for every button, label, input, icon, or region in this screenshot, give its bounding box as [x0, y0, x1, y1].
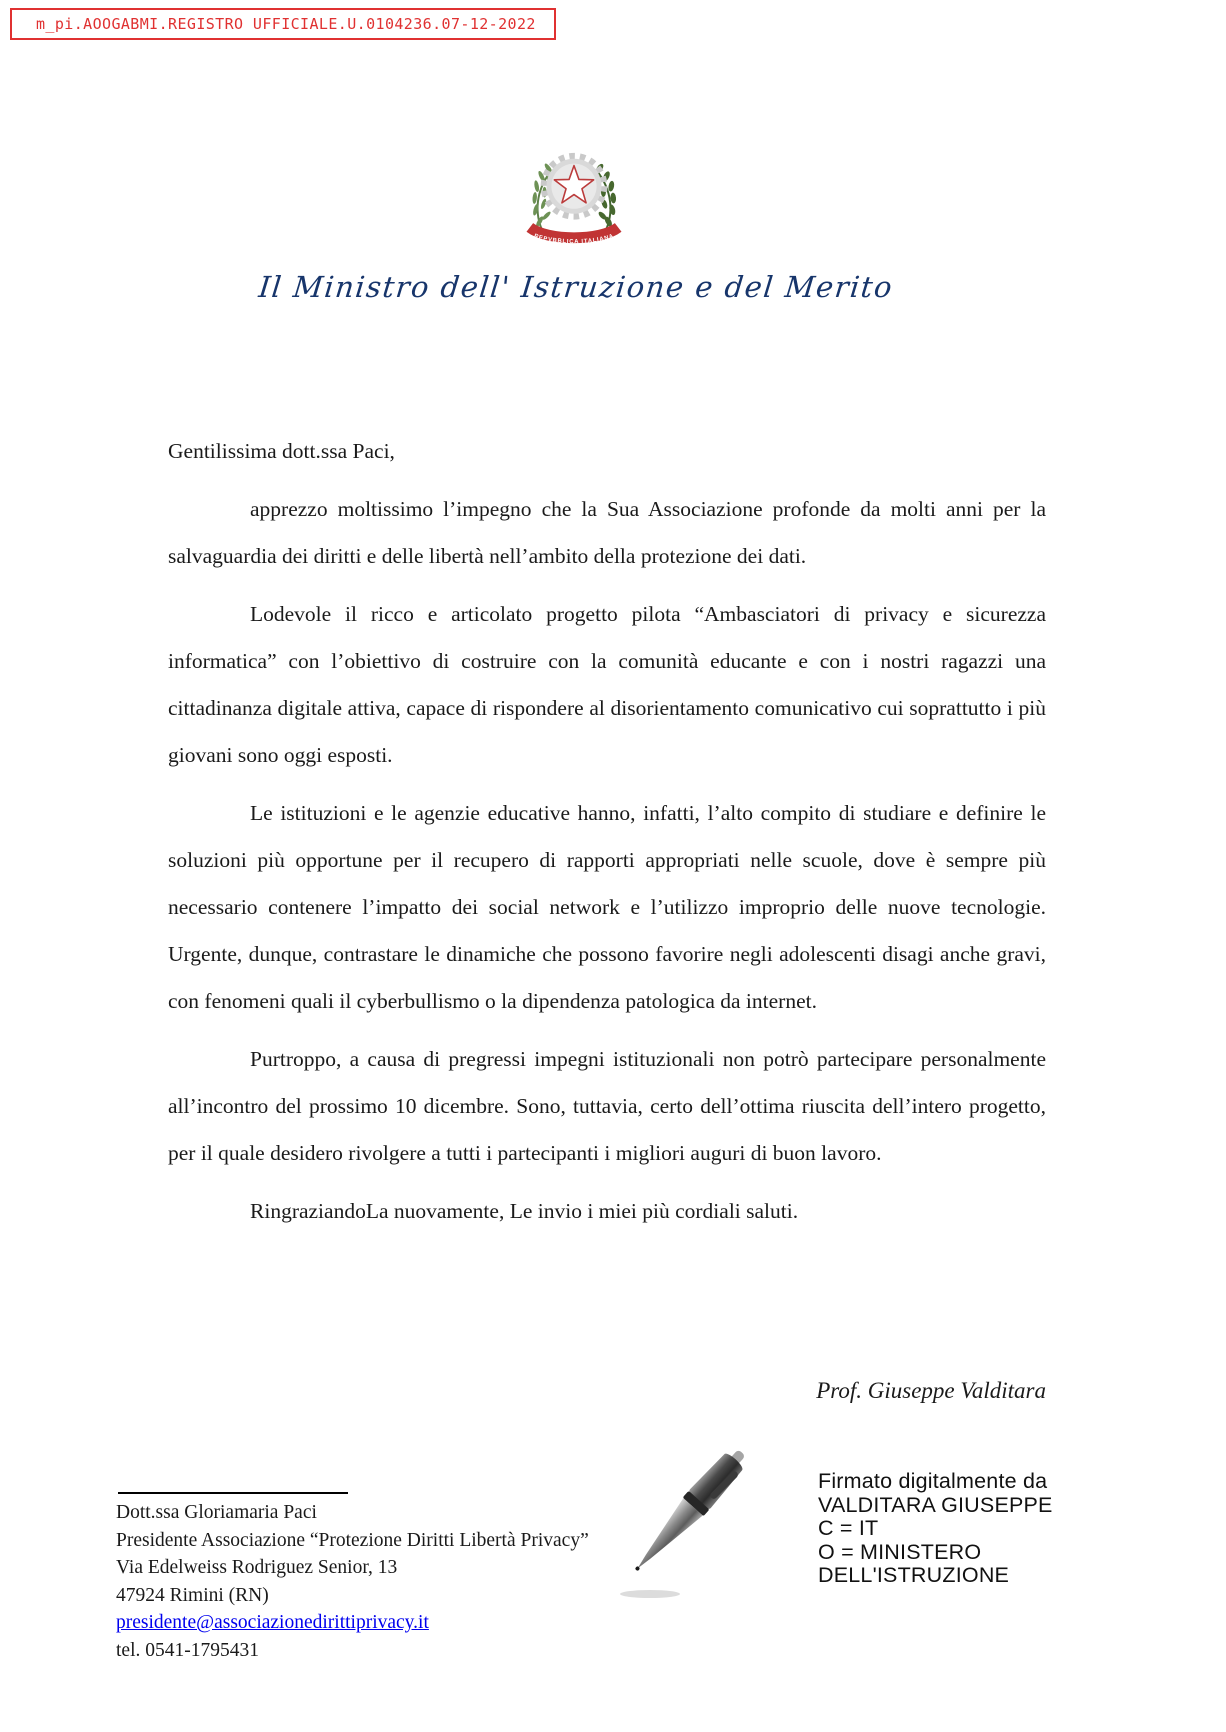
- digsig-line-1: Firmato digitalmente da: [818, 1469, 1048, 1493]
- letter-body: [168, 428, 1046, 1246]
- salutation: Gentilissima dott.ssa Paci,: [168, 439, 395, 463]
- protocol-stamp-text: m_pi.AOOGABMI.REGISTRO UFFICIALE.U.0104236.07-12-2022: [36, 15, 536, 33]
- paragraph-4: Purtroppo, a causa di pregressi impegni istituzionali non potrò partecipare personalmente all’incontro del prossimo 10 dicembre. Sono, tuttavia, certo dell’ottima riuscita dell’intero progetto, per il quale desidero rivolgere a tutti i partecipanti i migliori auguri di buon lavoro.: [168, 1047, 1046, 1165]
- digsig-line-2: VALDITARA GIUSEPPE: [818, 1492, 1053, 1517]
- closing-line: RingraziandoLa nuovamente, Le invio i miei più cordiali saluti.: [250, 1199, 799, 1223]
- recipient-role: Presidente Associazione “Protezione Diritti Libertà Privacy”: [116, 1529, 589, 1551]
- signer-name: Prof. Giuseppe Valditara: [816, 1378, 1046, 1403]
- paragraph-1: apprezzo moltissimo l’impegno che la Sua Associazione profonde da molti anni per la salvaguardia dei diritti e delle libertà nell’ambito della protezione dei dati.: [168, 497, 1046, 568]
- digsig-line-3: C = IT: [818, 1516, 879, 1540]
- italian-republic-emblem-icon: [500, 143, 648, 251]
- recipient-email-link[interactable]: presidente@associazionedirittiprivacy.it: [116, 1612, 429, 1633]
- paragraph-3: Le istituzioni e le agenzie educative hanno, infatti, l’alto compito di studiare e definire le soluzioni più opportune per il recupero di rapporti appropriati nelle scuole, dove è sempre più necessario contenere l’impatto dei social network e l’utilizzo improprio delle nuove tecnologie. Urgente, dunque, contrastare le dinamiche che possono favorire negli adolescenti disagi anche gravi, con fenomeni quali il cyberbullismo o la dipendenza patologica da internet.: [168, 801, 1046, 1013]
- minister-title: Il Ministro dell' Istruzione e del Merito: [257, 270, 895, 304]
- recipient-name: Dott.ssa Gloriamaria Paci: [116, 1502, 317, 1523]
- recipient-block: [116, 1492, 656, 1664]
- digital-signature-block: [818, 1470, 1118, 1588]
- digsig-line-5: DELL'ISTRUZIONE: [818, 1563, 1010, 1587]
- banner-text: REPVBBLICA ITALIANA: [533, 233, 615, 246]
- footer-divider: [118, 1492, 348, 1494]
- recipient-address: Via Edelweiss Rodriguez Senior, 13: [116, 1557, 398, 1578]
- digsig-line-4: O = MINISTERO: [818, 1539, 982, 1564]
- recipient-phone: tel. 0541-1795431: [116, 1639, 259, 1661]
- recipient-city: 47924 Rimini (RN): [116, 1584, 269, 1606]
- protocol-stamp: [10, 8, 556, 40]
- ribbon-banner-icon: [528, 227, 620, 245]
- paragraph-2: Lodevole il ricco e articolato progetto pilota “Ambasciatori di privacy e sicurezza informatica” con l’obiettivo di costruire con la comunità educante e con i nostri ragazzi una cittadinanza digitale attiva, capace di rispondere al disorientamento comunicativo cui soprattutto i più giovani sono oggi esposti.: [168, 602, 1046, 767]
